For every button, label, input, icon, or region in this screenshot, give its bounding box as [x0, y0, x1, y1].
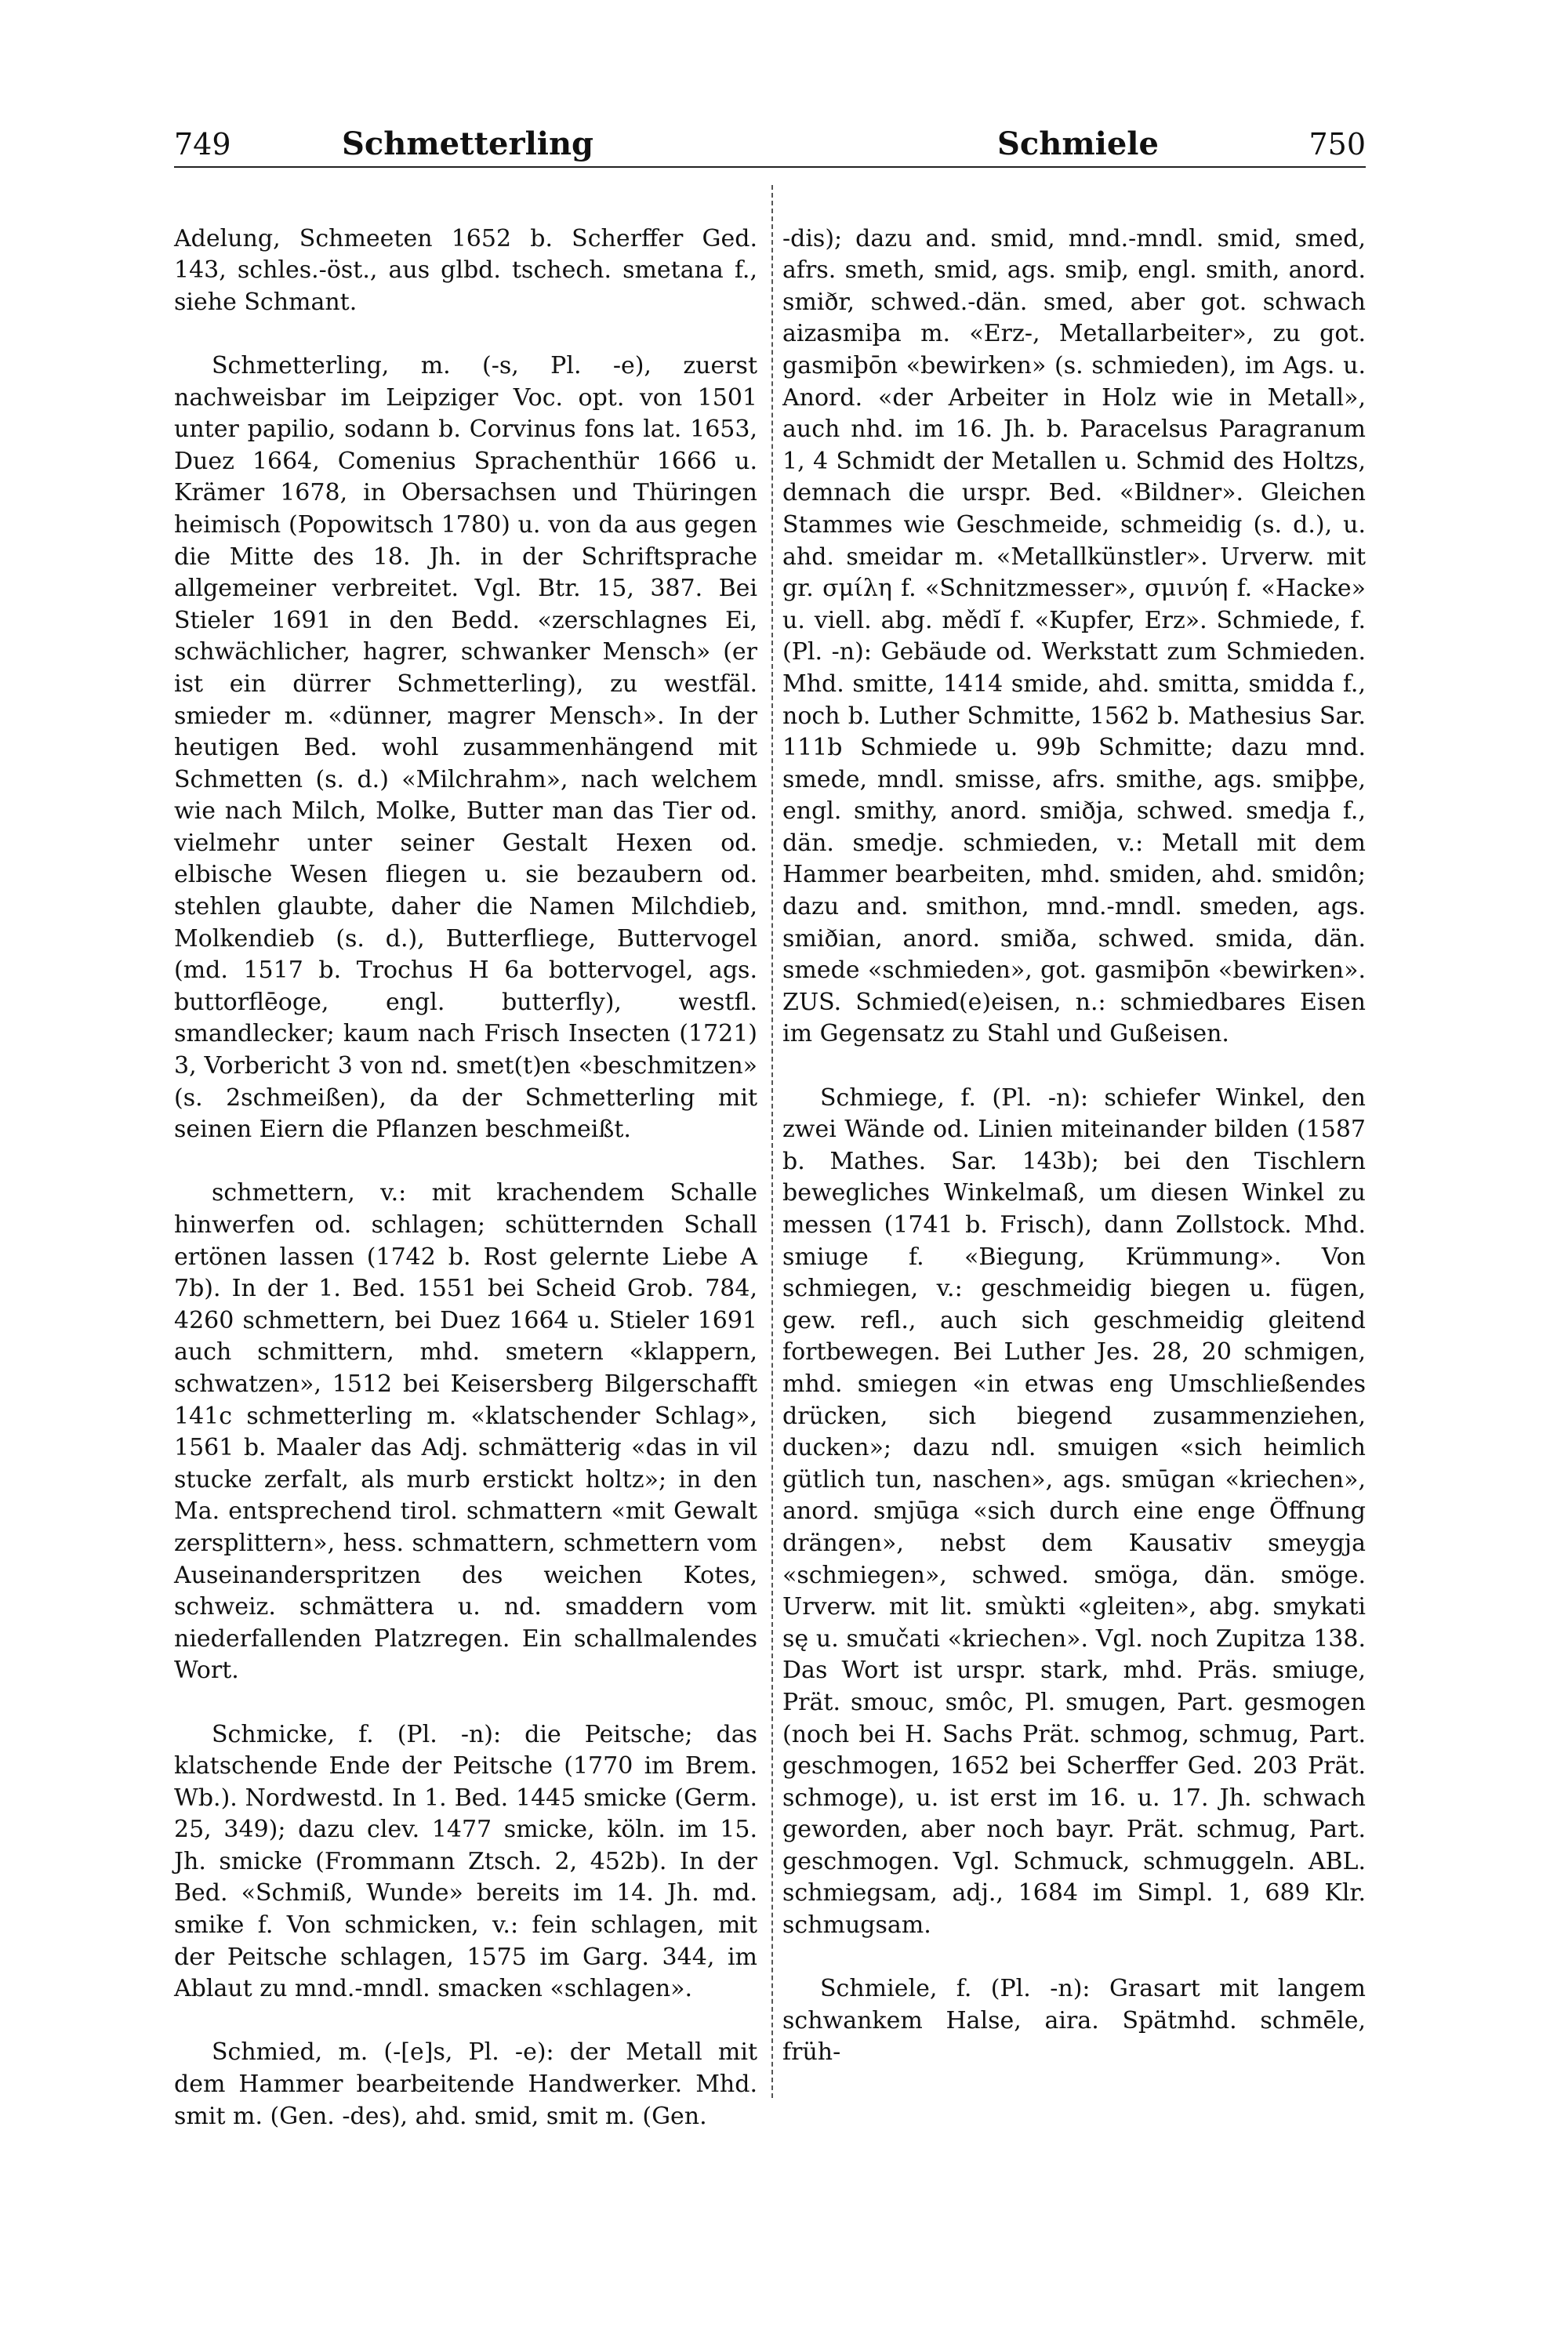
entry-schmetterling: Schmetterling, m. (-s, Pl. -e), zuerst nachweisbar im Leipziger Voc. opt. von 1501 unter papilio, sodann b. Corvinus fons lat. 1653, Duez 1664, Comenius Sprachenthür 1666 u. Krämer 1678, in Obersachsen und Thüringen heimisch (Popowitsch 1780) u. von da aus gegen die Mitte des 18. Jh. in der Schriftsprache allgemeiner verbreitet. Vgl. Btr. 15, 387. Bei Stieler 1691 in den Bedd. «zerschlagnes Ei, schwächlicher, hagrer, schwanker Mensch» (er ist ein dürrer Schmetterling), zu westfäl. smieder m. «dünner, magrer Mensch». In der heutigen Bed. wohl zusammenhängend mit Schmetten (s. d.) «Milchrahm», nach welchem wie nach Milch, Molke, Butter man das Tier od. vielmehr unter seiner Gestalt Hexen od. elbische Wesen fliegen u. sie bezaubern od. stehlen glaubte, daher die Namen Milchdieb, Molkendieb (s. d.), Butterfliege, Buttervogel (md. 1517 b. Trochus H 6a bottervogel, ags. buttorflēoge, engl. butterfly), westfl. smandlecker; kaum nach Frisch Insecten (1721) 3, Vorbericht 3 von nd. smet(t)en «beschmitzen» (s. 2schmeißen), da der Schmetterling mit seinen Eiern die Pflanzen beschmeißt.: [174, 351, 757, 1144]
entry-schmied-continued: -dis); dazu and. smid, mnd.-mndl. smid, smed, afrs. smeth, smid, ags. smiþ, engl. smith, anord. smiðr, schwed.-dän. smed, aber got. schwach aizasmiþa m. «Erz-, Metallarbeiter», zu got. gasmiþōn «bewirken» (s. schmieden), im Ags. u. Anord. «der Arbeiter in Holz wie in Metall», auch nhd. im 16. Jh. b. Paracelsus Paragranum 1, 4 Schmidt der Metallen u. Schmid des Holtzs, demnach die urspr. Bed. «Bildner». Gleichen Stammes wie Geschmeide, schmeidig (s. d.), u. ahd. smeidar m. «Metallkünstler». Urverw. mit gr. σμίλη f. «Schnitzmesser», σμινύη f. «Hacke» u. viell. abg. mědĭ f. «Kupfer, Erz». Schmiede, f. (Pl. -n): Gebäude od. Werkstatt zum Schmieden. Mhd. smitte, 1414 smide, ahd. smitta, smidda f., noch b. Luther Schmitte, 1562 b. Mathesius Sar. 111b Schmiede u. 99b Schmitte; dazu mnd. smede, mndl. smisse, afrs. smithe, ags. smiþþe, engl. smithy, anord. smiðja, schwed. smedja f., dän. smedje. schmieden, v.: Metall mit dem Hammer bearbeiten, mhd. smiden, ahd. smidôn; dazu and. smithon, mnd.-mndl. smeden, ags. smiðian, anord. smiða, schwed. smida, dän. smede «schmieden», got. gasmiþōn «bewirken». ZUS. Schmied(e)eisen, n.: schmiedbares Eisen im Gegensatz zu Stahl und Gußeisen.: [782, 224, 1366, 1048]
header-rule: [174, 166, 1366, 168]
entry-schmicke: Schmicke, f. (Pl. -n): die Peitsche; das klatschende Ende der Peitsche (1770 im Brem. Wb.). Nordwestd. In 1. Bed. 1445 smicke (Germ. 25, 349); dazu clev. 1477 smicke, köln. im 15. Jh. smicke (Frommann Ztsch. 2, 452b). In der Bed. «Schmiß, Wunde» bereits im 14. Jh. md. smike f. Von schmicken, v.: fein schlagen, mit der Peitsche schlagen, 1575 im Garg. 344, im Ablaut zu mnd.-mndl. smacken «schlagen».: [174, 1720, 757, 2003]
entry-schmiele: Schmiele, f. (Pl. -n): Grasart mit langem schwankem Halse, aira. Spätmhd. schmēle, früh-: [782, 1975, 1366, 2067]
entry-schmied: Schmied, m. (-[e]s, Pl. -e): der Metall mit dem Hammer bearbeitende Handwerker. Mhd. smit m. (Gen. -des), ahd. smid, smit m. (Gen.: [174, 2038, 757, 2130]
left-column: [174, 191, 757, 2165]
running-headword-right: Schmiele: [997, 125, 1159, 162]
running-header: [174, 125, 1366, 172]
entry-paragraph: Adelung, Schmeeten 1652 b. Scherffer Ged. 143, schles.-öst., aus glbd. tschech. smetana f., siehe Schmant.: [174, 224, 757, 316]
entry-schmettern: schmettern, v.: mit krachendem Schalle hinwerfen od. schlagen; schütternden Schall ertönen lassen (1742 b. Rost gelernte Liebe A 7b). In der 1. Bed. 1551 bei Scheid Grob. 784, 4260 schmettern, bei Duez 1664 u. Stieler 1691 auch schmittern, mhd. smetern «klappern, schwatzen», 1512 bei Keisersberg Bilgerschafft 141c schmetterling m. «klatschender Schlag», 1561 b. Maaler das Adj. schmätterig «das in vil stucke zerfalt, als murb erstickt holtz»; in den Ma. entsprechend tirol. schmattern «mit Gewalt zersplittern», hess. schmattern, schmettern vom Auseinanderspritzen des weichen Kotes, schweiz. schmättera u. nd. smaddern vom niederfallenden Platzregen. Ein schallmalendes Wort.: [174, 1179, 757, 1685]
running-headword-left: Schmetterling: [342, 125, 594, 162]
page-number-left: 749: [174, 127, 231, 162]
right-column: [782, 191, 1366, 2101]
entry-schmiege: Schmiege, f. (Pl. -n): schiefer Winkel, den zwei Wände od. Linien miteinander bilden (1587 b. Mathes. Sar. 143b); bei den Tischlern bewegliches Winkelmaß, um diesen Winkel zu messen (1741 b. Frisch), dann Zollstock. Mhd. smiuge f. «Biegung, Krümmung». Von schmiegen, v.: geschmeidig biegen u. fügen, gew. refl., auch sich geschmeidig gleitend fortbewegen. Bei Luther Jes. 28, 20 schmigen, mhd. smiegen «in etwas eng Umschließendes drücken, sich biegend zusammenziehen, ducken»; dazu ndl. smuigen «sich heimlich gütlich tun, naschen», ags. smūgan «kriechen», anord. smjūga «sich durch eine enge Öffnung drängen», nebst dem Kausativ smeygja «schmiegen», schwed. smöga, dän. smöge. Urverw. mit lit. smùkti «gleiten», abg. smykati sę u. smučati «kriechen». Vgl. noch Zupitza 138. Das Wort ist urspr. stark, mhd. Präs. smiuge, Prät. smouc, smôc, Pl. smugen, Part. gesmogen (noch bei H. Sachs Prät. schmog, schmug, Part. geschmogen, 1652 bei Scherffer Ged. 203 Prät. schmoge), u. ist erst im 16. u. 17. Jh. schwach geworden, aber noch bayr. Prät. schmug, Part. geschmogen. Vgl. Schmuck, schmuggeln. ABL. schmiegsam, adj., 1684 im Simpl. 1, 689 Klr. schmugsam.: [782, 1083, 1366, 1940]
column-divider: [771, 185, 773, 2098]
page-number-right: 750: [1308, 127, 1366, 162]
